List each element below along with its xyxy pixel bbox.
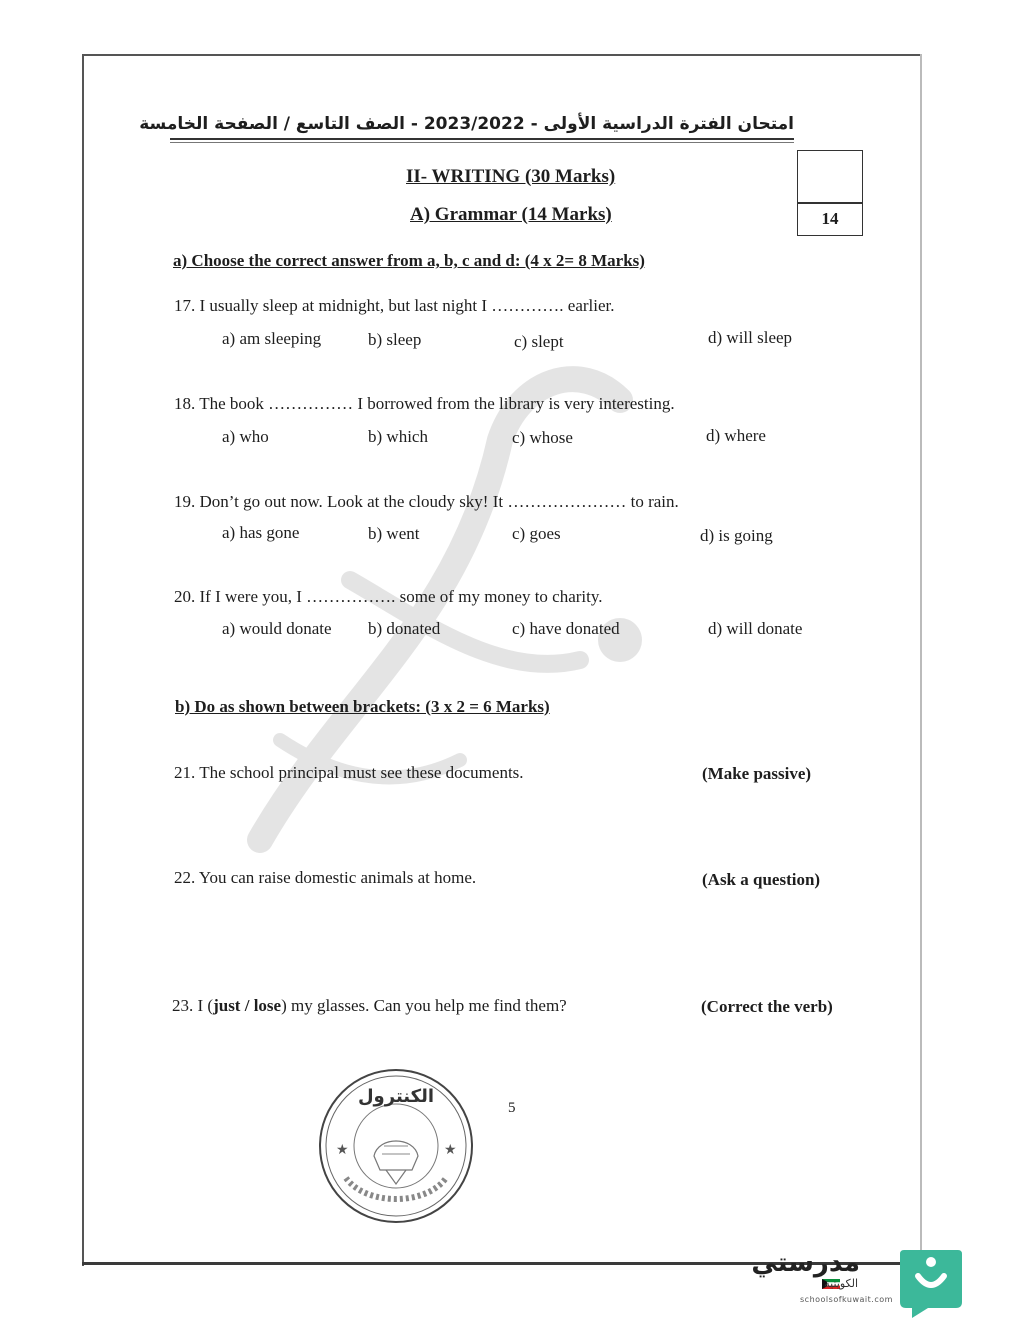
score-box-divider bbox=[798, 202, 862, 204]
page-border-top bbox=[82, 54, 922, 56]
q20-option-d: d) will donate bbox=[708, 619, 803, 638]
brand-logo-icon bbox=[898, 1246, 964, 1320]
header-rule bbox=[170, 138, 794, 140]
q23-instruction: (Correct the verb) bbox=[701, 997, 833, 1016]
score-value: 14 bbox=[821, 209, 839, 228]
stamp-text: الكنترول bbox=[357, 1086, 435, 1107]
section-title: II- WRITING (30 Marks) bbox=[406, 166, 616, 187]
part-b-heading: b) Do as shown between brackets: (3 x 2 = 6 Marks) bbox=[175, 697, 550, 716]
brand-subtitle: الكويتية bbox=[824, 1277, 858, 1290]
q18-option-d: d) where bbox=[706, 426, 766, 445]
question-21: 21. The school principal must see these documents. bbox=[174, 763, 524, 782]
q23-text-prefix: 23. I ( bbox=[172, 996, 214, 1015]
q17-option-b: b) sleep bbox=[368, 330, 422, 349]
q22-instruction: (Ask a question) bbox=[702, 870, 821, 889]
page-border-right bbox=[920, 54, 922, 1264]
q19-option-a: a) has gone bbox=[222, 523, 300, 542]
page-border-left bbox=[82, 54, 84, 1266]
svg-text:★: ★ bbox=[336, 1142, 349, 1158]
q17-option-a: a) am sleeping bbox=[222, 329, 322, 348]
q20-option-b: b) donated bbox=[368, 619, 441, 638]
question-17: 17. I usually sleep at midnight, but last night I …………. earlier. bbox=[174, 296, 615, 315]
q21-instruction: (Make passive) bbox=[702, 764, 812, 783]
page-number: 5 bbox=[508, 1100, 516, 1116]
q20-option-a: a) would donate bbox=[222, 619, 332, 638]
question-23 bbox=[172, 996, 567, 1016]
q19-option-b: b) went bbox=[368, 524, 420, 543]
question-19: 19. Don’t go out now. Look at the cloudy sky! It ………………… to rain. bbox=[174, 492, 679, 511]
q18-option-b: b) which bbox=[368, 427, 428, 446]
brand-url[interactable]: schoolsofkuwait.com bbox=[800, 1295, 893, 1304]
q23-text-suffix: ) my glasses. Can you help me find them? bbox=[281, 996, 567, 1015]
svg-text:★: ★ bbox=[444, 1142, 457, 1158]
question-18: 18. The book …………… I borrowed from the library is very interesting. bbox=[174, 394, 675, 413]
section-subtitle: A) Grammar (14 Marks) bbox=[410, 204, 612, 225]
q18-option-c: c) whose bbox=[512, 428, 573, 447]
q17-option-d: d) will sleep bbox=[708, 328, 793, 347]
official-stamp bbox=[316, 1066, 476, 1226]
q20-option-c: c) have donated bbox=[512, 619, 620, 638]
q17-option-c: c) slept bbox=[514, 332, 564, 351]
part-a-heading: a) Choose the correct answer from a, b, c and d: (4 x 2= 8 Marks) bbox=[173, 251, 645, 270]
header-rule-thin bbox=[170, 142, 794, 143]
q18-option-a: a) who bbox=[222, 427, 269, 446]
q19-option-d: d) is going bbox=[700, 526, 773, 545]
q19-option-c: c) goes bbox=[512, 524, 561, 543]
exam-header: امتحان الفترة الدراسية الأولى - 2023/2022 - الصف التاسع / الصفحة الخامسة bbox=[139, 114, 794, 134]
question-22: 22. You can raise domestic animals at home. bbox=[174, 868, 477, 887]
question-20: 20. If I were you, I ……………. some of my money to charity. bbox=[174, 587, 603, 606]
q23-verb-hint: just / lose bbox=[213, 996, 282, 1015]
score-box bbox=[797, 150, 863, 236]
brand-name: مدرستي bbox=[751, 1248, 860, 1278]
